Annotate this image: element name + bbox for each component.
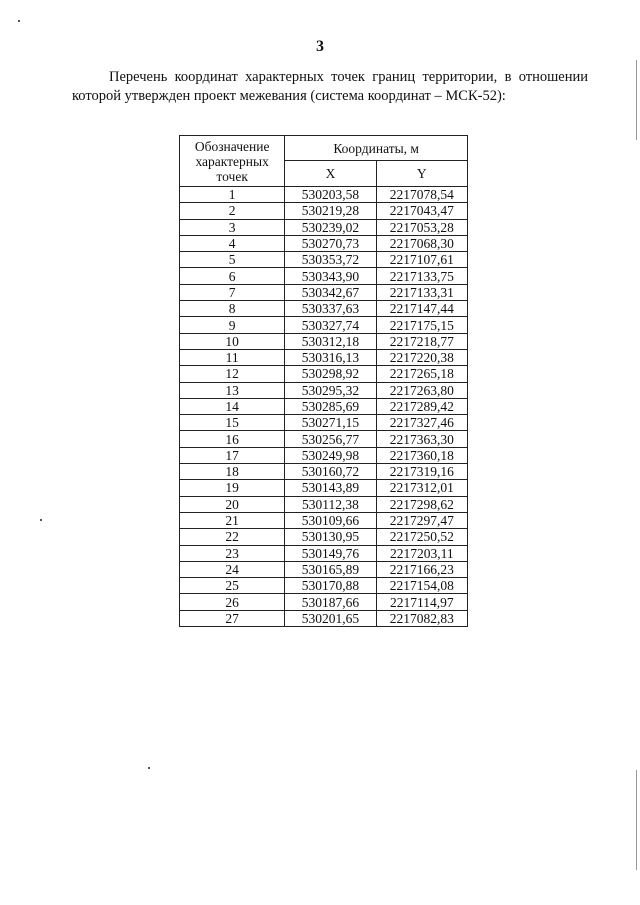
cell-x: 530203,58 [285,187,376,203]
coordinates-table [179,135,468,627]
cell-x: 530256,77 [285,431,376,447]
cell-y: 2217154,08 [376,578,467,594]
cell-x: 530187,66 [285,594,376,610]
cell-point-number: 20 [180,496,285,512]
table-row [180,382,468,398]
cell-y: 2217363,30 [376,431,467,447]
cell-x: 530201,65 [285,610,376,626]
header-y: Y [376,161,467,187]
table-row [180,447,468,463]
table-row [180,301,468,317]
cell-x: 530271,15 [285,415,376,431]
scan-speck [40,519,42,521]
cell-point-number: 6 [180,268,285,284]
table-row [180,252,468,268]
table-row [180,415,468,431]
cell-y: 2217319,16 [376,464,467,480]
cell-y: 2217312,01 [376,480,467,496]
page-number: 3 [316,38,324,55]
cell-y: 2217107,61 [376,252,467,268]
table-row [180,317,468,333]
cell-x: 530342,67 [285,284,376,300]
cell-x: 530298,92 [285,366,376,382]
cell-point-number: 7 [180,284,285,300]
table-row [180,561,468,577]
cell-x: 530112,38 [285,496,376,512]
table-row [180,480,468,496]
cell-x: 530353,72 [285,252,376,268]
scan-edge [636,770,637,870]
cell-point-number: 10 [180,333,285,349]
table-row [180,398,468,414]
table-row [180,235,468,251]
cell-x: 530285,69 [285,398,376,414]
cell-y: 2217327,46 [376,415,467,431]
cell-y: 2217289,42 [376,398,467,414]
cell-y: 2217203,11 [376,545,467,561]
cell-point-number: 18 [180,464,285,480]
cell-point-number: 23 [180,545,285,561]
cell-point-number: 22 [180,529,285,545]
cell-x: 530160,72 [285,464,376,480]
cell-x: 530149,76 [285,545,376,561]
cell-point-number: 11 [180,349,285,365]
table-row [180,349,468,365]
cell-y: 2217298,62 [376,496,467,512]
cell-point-number: 21 [180,512,285,528]
cell-point-number: 14 [180,398,285,414]
cell-y: 2217297,47 [376,512,467,528]
cell-point-number: 3 [180,219,285,235]
cell-y: 2217043,47 [376,203,467,219]
cell-point-number: 13 [180,382,285,398]
cell-x: 530316,13 [285,349,376,365]
cell-point-number: 27 [180,610,285,626]
cell-y: 2217263,80 [376,382,467,398]
header-x: X [285,161,376,187]
cell-x: 530165,89 [285,561,376,577]
table-row [180,187,468,203]
cell-y: 2217250,52 [376,529,467,545]
cell-point-number: 26 [180,594,285,610]
cell-point-number: 2 [180,203,285,219]
cell-x: 530249,98 [285,447,376,463]
table-row [180,512,468,528]
cell-point-number: 8 [180,301,285,317]
table-body [180,187,468,627]
cell-point-number: 9 [180,317,285,333]
cell-x: 530109,66 [285,512,376,528]
cell-x: 530327,74 [285,317,376,333]
cell-x: 530239,02 [285,219,376,235]
table-row [180,203,468,219]
scan-edge [636,60,637,140]
cell-x: 530337,63 [285,301,376,317]
table-row [180,366,468,382]
cell-point-number: 1 [180,187,285,203]
cell-y: 2217114,97 [376,594,467,610]
table-row [180,219,468,235]
cell-y: 2217166,23 [376,561,467,577]
table-row [180,464,468,480]
table-row [180,594,468,610]
cell-x: 530130,95 [285,529,376,545]
cell-point-number: 16 [180,431,285,447]
cell-y: 2217053,28 [376,219,467,235]
cell-point-number: 5 [180,252,285,268]
cell-y: 2217220,38 [376,349,467,365]
cell-point-number: 25 [180,578,285,594]
intro-line-1: Перечень координат характерных точек границ территории, в отношении [109,69,588,85]
cell-y: 2217147,44 [376,301,467,317]
cell-point-number: 19 [180,480,285,496]
cell-y: 2217265,18 [376,366,467,382]
scan-speck [148,767,150,769]
cell-point-number: 17 [180,447,285,463]
table-row [180,610,468,626]
cell-x: 530270,73 [285,235,376,251]
cell-point-number: 12 [180,366,285,382]
cell-point-number: 24 [180,561,285,577]
cell-x: 530295,32 [285,382,376,398]
cell-x: 530219,28 [285,203,376,219]
table-row [180,268,468,284]
cell-y: 2217133,31 [376,284,467,300]
cell-point-number: 4 [180,235,285,251]
cell-x: 530312,18 [285,333,376,349]
cell-point-number: 15 [180,415,285,431]
table-row [180,529,468,545]
table-row [180,333,468,349]
intro-paragraph [72,68,588,106]
table-row [180,545,468,561]
cell-x: 530343,90 [285,268,376,284]
scan-speck [18,20,20,22]
table-row [180,431,468,447]
intro-line-2: которой утвержден проект межевания (система координат – МСК-52): [72,88,506,104]
cell-y: 2217082,83 [376,610,467,626]
cell-y: 2217068,30 [376,235,467,251]
table-row [180,496,468,512]
cell-y: 2217218,77 [376,333,467,349]
cell-x: 530170,88 [285,578,376,594]
cell-y: 2217175,15 [376,317,467,333]
cell-y: 2217078,54 [376,187,467,203]
table-row [180,578,468,594]
header-point-designation: Обозначение характерных точек [180,136,285,187]
cell-y: 2217360,18 [376,447,467,463]
cell-x: 530143,89 [285,480,376,496]
header-coordinates: Координаты, м [285,136,468,161]
cell-y: 2217133,75 [376,268,467,284]
table-row [180,284,468,300]
